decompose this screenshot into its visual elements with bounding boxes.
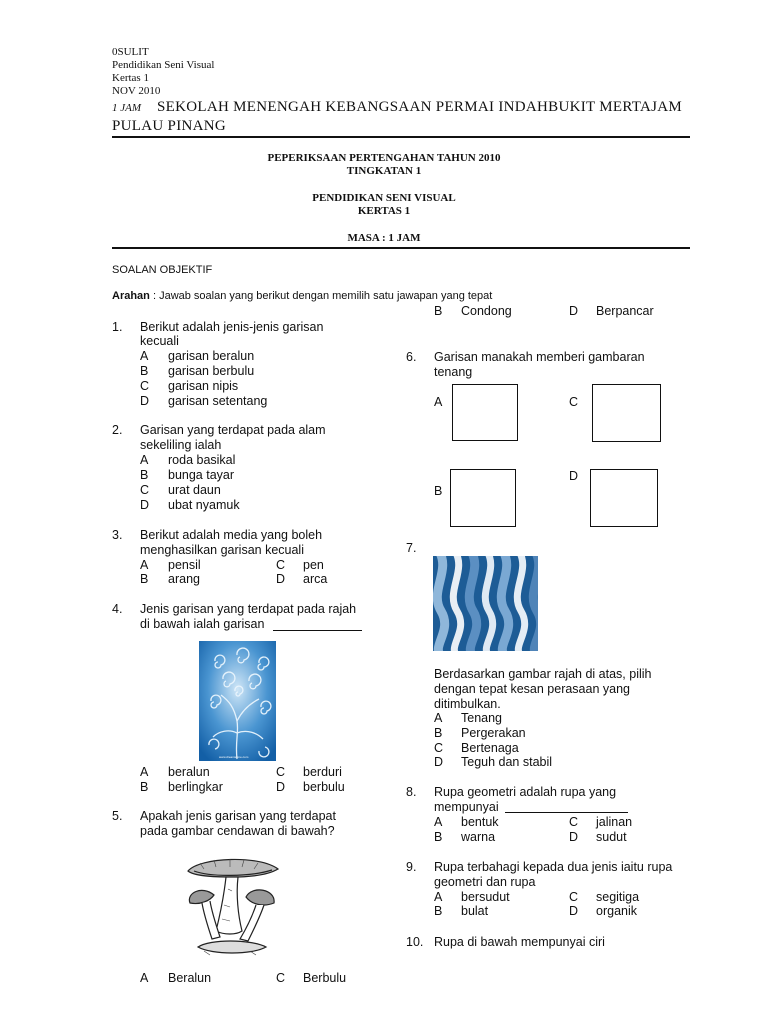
q3-option-c-letter: C [276, 558, 286, 572]
q6-stem-line2: tenang [434, 365, 473, 379]
q5-option-d-letter: D [569, 304, 579, 318]
q1-option-b-letter: B [140, 364, 149, 378]
q3-stem-line1: Berikut adalah media yang boleh [140, 528, 323, 542]
q6-number: 6. [406, 350, 417, 364]
q8-option-a[interactable]: bentuk [461, 815, 499, 829]
q9-option-a-letter: A [434, 890, 443, 904]
exam-time: MASA : 1 JAM [347, 232, 421, 244]
q10-number: 10. [406, 935, 424, 949]
q2-option-c[interactable]: urat daun [168, 483, 221, 497]
q10-stem-line1: Rupa di bawah mempunyai ciri [434, 935, 605, 949]
q1-option-b[interactable]: garisan berbulu [168, 364, 255, 378]
q4-stem-text: di bawah ialah garisan [140, 617, 265, 631]
q8-stem-line2: mempunyai [434, 800, 499, 814]
q7-option-a[interactable]: Tenang [461, 711, 503, 725]
instruction [112, 290, 492, 302]
q4-option-a-letter: A [140, 765, 149, 779]
header-divider [112, 136, 690, 138]
q9-option-c-letter: C [569, 890, 579, 904]
spiral-tree-image [199, 641, 276, 761]
q5-option-b-letter: B [434, 304, 443, 318]
q2-option-c-letter: C [140, 483, 150, 497]
q4-option-d-letter: D [276, 780, 286, 794]
exam-form: TINGKATAN 1 [346, 165, 422, 177]
q1-stem-line1: Berikut adalah jenis-jenis garisan [140, 320, 324, 334]
q6-box-c[interactable] [592, 384, 661, 442]
q4-option-b[interactable]: berlingkar [168, 780, 223, 794]
q9-option-d[interactable]: organik [596, 904, 637, 918]
q8-option-d-letter: D [569, 830, 579, 844]
q8-option-b[interactable]: warna [461, 830, 496, 844]
q8-option-c[interactable]: jalinan [596, 815, 633, 829]
q3-option-d[interactable]: arca [303, 572, 328, 586]
q2-stem-line2: sekeliling ialah [140, 438, 222, 452]
header-subject: Pendidikan Seni Visual [112, 59, 215, 71]
q8-stem-line1: Rupa geometri adalah rupa yang [434, 785, 617, 799]
q2-number: 2. [112, 423, 123, 437]
q7-option-c-letter: C [434, 741, 444, 755]
q4-stem-line1: Jenis garisan yang terdapat pada rajah [140, 602, 357, 616]
q6-box-d[interactable] [590, 469, 658, 527]
q8-answer-blank[interactable] [505, 798, 628, 813]
q8-option-b-letter: B [434, 830, 443, 844]
q2-option-b[interactable]: bunga tayar [168, 468, 235, 482]
q7-option-a-letter: A [434, 711, 443, 725]
q5-option-a-letter: A [140, 971, 149, 985]
q2-option-a-letter: A [140, 453, 149, 467]
instruction-label: Arahan [112, 290, 150, 302]
q1-option-c[interactable]: garisan nipis [168, 379, 239, 393]
q5-stem-line2: pada gambar cendawan di bawah? [140, 824, 335, 838]
q7-option-c[interactable]: Bertenaga [461, 741, 519, 755]
school-name-line2: PULAU PINANG [112, 118, 227, 134]
title-divider [112, 247, 690, 249]
q6-box-b[interactable] [450, 469, 516, 527]
q1-option-c-letter: C [140, 379, 150, 393]
q6-stem-line1: Garisan manakah memberi gambaran [434, 350, 645, 364]
q3-option-c[interactable]: pen [303, 558, 324, 572]
q4-option-c[interactable]: berduri [303, 765, 342, 779]
q2-option-b-letter: B [140, 468, 149, 482]
q9-option-b-letter: B [434, 904, 443, 918]
q5-option-b[interactable]: Condong [461, 304, 512, 318]
q4-option-b-letter: B [140, 780, 149, 794]
q3-option-b-letter: B [140, 572, 149, 586]
q9-option-d-letter: D [569, 904, 579, 918]
q4-answer-blank[interactable] [273, 616, 362, 631]
q1-option-d-letter: D [140, 394, 150, 408]
q3-option-a-letter: A [140, 558, 149, 572]
q2-stem-line1: Garisan yang terdapat pada alam [140, 423, 326, 437]
q8-option-d[interactable]: sudut [596, 830, 627, 844]
q6-box-a[interactable] [452, 384, 518, 441]
q2-option-d[interactable]: ubat nyamuk [168, 498, 240, 512]
q4-option-a[interactable]: beralun [168, 765, 210, 779]
q7-stem-line1: Berdasarkan gambar rajah di atas, pilih [434, 667, 652, 681]
mushroom-icon [180, 855, 282, 963]
school-name-line1: SEKOLAH MENENGAH KEBANGSAAN PERMAI INDAHBUKIT MERTAJAM [157, 99, 683, 115]
q9-option-a[interactable]: bersudut [461, 890, 510, 904]
q2-option-d-letter: D [140, 498, 150, 512]
q5-number: 5. [112, 809, 123, 823]
q7-stem-line2: dengan tepat kesan perasaan yang [434, 682, 630, 696]
exam-subject: PENDIDIKAN SENI VISUAL [312, 192, 456, 204]
header-paper: Kertas 1 [112, 72, 149, 84]
q5-option-d[interactable]: Berpancar [596, 304, 654, 318]
spiral-tree-icon [199, 641, 276, 761]
q5-option-c-letter: C [276, 971, 286, 985]
instruction-text: : Jawab soalan yang berikut dengan memilih satu jawapan yang tepat [149, 290, 493, 302]
q7-option-b-letter: B [434, 726, 443, 740]
q3-option-b[interactable]: arang [168, 572, 200, 586]
q7-option-d-letter: D [434, 755, 444, 769]
exam-paper: KERTAS 1 [357, 205, 411, 217]
q1-option-a[interactable]: garisan beralun [168, 349, 255, 363]
header-sulit: 0SULIT [112, 46, 149, 58]
q1-number: 1. [112, 320, 123, 334]
section-title: SOALAN OBJEKTIF [112, 264, 213, 276]
q6-label-c: C [569, 395, 579, 409]
q9-stem-line1: Rupa terbahagi kepada dua jenis iaitu rupa [434, 860, 673, 874]
header-duration: 1 JAM [112, 102, 142, 114]
q1-option-a-letter: A [140, 349, 149, 363]
q3-option-a[interactable]: pensil [168, 558, 201, 572]
q4-number: 4. [112, 602, 123, 616]
q2-option-a[interactable]: roda basikal [168, 453, 236, 467]
q5-stem-line1: Apakah jenis garisan yang terdapat [140, 809, 336, 823]
q7-option-d[interactable]: Teguh dan stabil [461, 755, 553, 769]
q9-option-c[interactable]: segitiga [596, 890, 640, 904]
q6-label-a: A [434, 395, 443, 409]
q1-option-d[interactable]: garisan setentang [168, 394, 268, 408]
q7-number: 7. [406, 541, 417, 555]
q5-option-c[interactable]: Berbulu [303, 971, 347, 985]
q5-option-a[interactable]: Beralun [168, 971, 212, 985]
mushroom-image [180, 855, 282, 963]
q3-option-d-letter: D [276, 572, 286, 586]
image-watermark: www.dreamstime.com [219, 755, 249, 759]
q9-option-b[interactable]: bulat [461, 904, 489, 918]
q7-option-b[interactable]: Pergerakan [461, 726, 526, 740]
q8-option-a-letter: A [434, 815, 443, 829]
q1-stem-line2: kecuali [140, 334, 179, 348]
wavy-lines-icon [433, 556, 538, 651]
q3-number: 3. [112, 528, 123, 542]
q4-option-c-letter: C [276, 765, 286, 779]
q3-stem-line2: menghasilkan garisan kecuali [140, 543, 304, 557]
header-date: NOV 2010 [112, 85, 161, 97]
q4-option-d[interactable]: berbulu [303, 780, 345, 794]
q8-option-c-letter: C [569, 815, 579, 829]
q6-label-b: B [434, 484, 443, 498]
q4-stem-line2 [140, 617, 264, 632]
q9-number: 9. [406, 860, 417, 874]
exam-title: PEPERIKSAAN PERTENGAHAN TAHUN 2010 [267, 152, 501, 164]
q9-stem-line2: geometri dan rupa [434, 875, 536, 889]
q8-number: 8. [406, 785, 417, 799]
wavy-lines-image [433, 556, 538, 651]
q6-label-d: D [569, 469, 579, 483]
q7-stem-line3: ditimbulkan. [434, 697, 501, 711]
